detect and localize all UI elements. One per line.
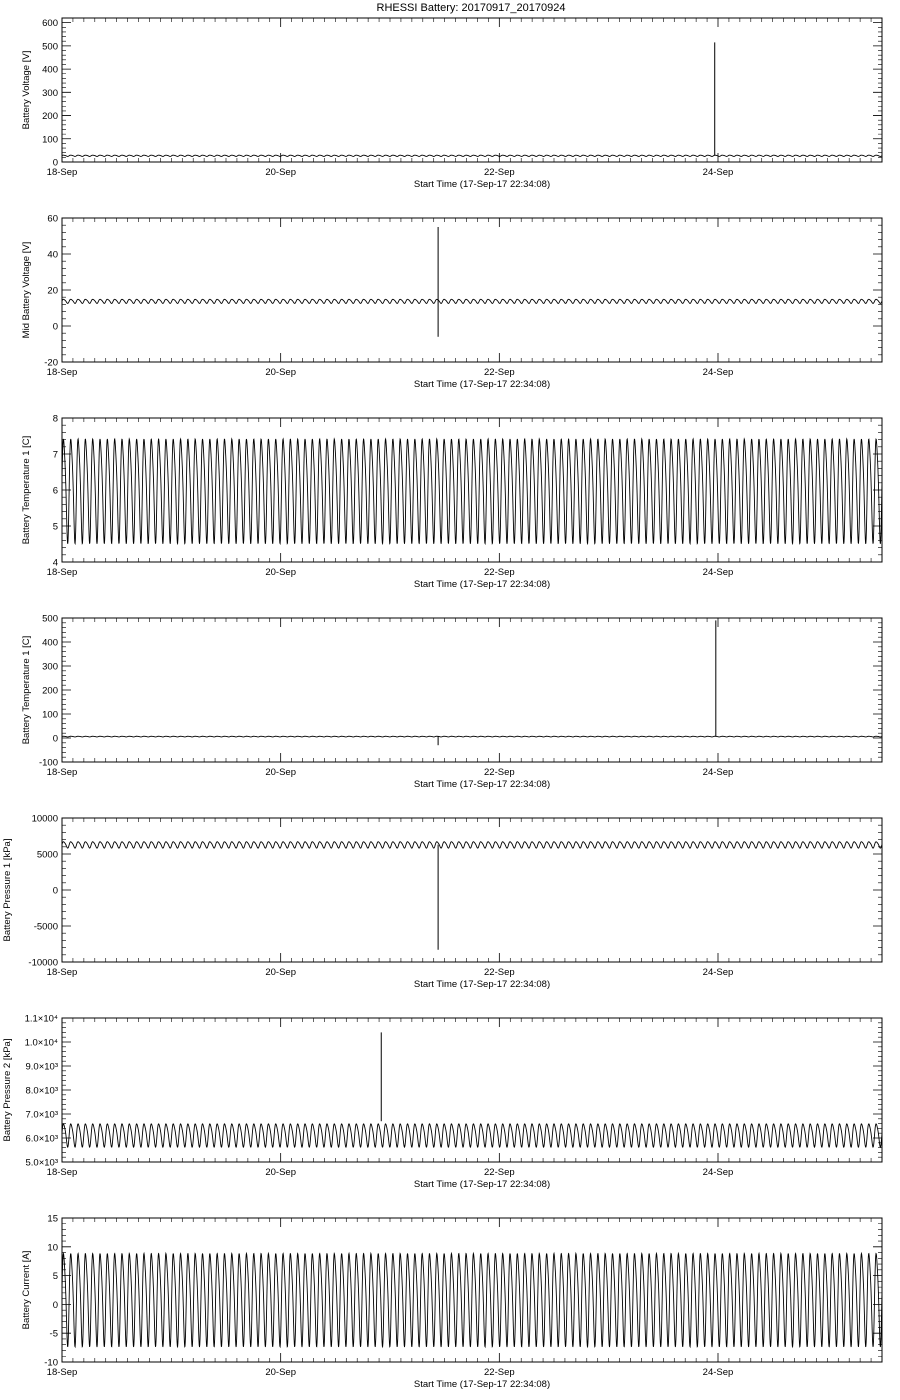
x-axis-label: Start Time (17-Sep-17 22:34:08) [413, 179, 551, 190]
y-tick-label: 0 [52, 157, 58, 169]
y-tick-label: 60 [47, 213, 58, 225]
y-tick-label: 100 [42, 709, 58, 721]
data-line [62, 842, 882, 848]
x-tick-label: 18-Sep [46, 567, 78, 578]
x-tick-label: 24-Sep [702, 367, 734, 378]
plot-frame [62, 18, 882, 162]
data-line [62, 155, 882, 156]
y-tick-label: 5 [52, 1271, 58, 1283]
y-tick-label: -10000 [28, 957, 58, 969]
y-axis-label: Mid Battery Voltage [V] [21, 241, 32, 339]
x-tick-label: 20-Sep [265, 1367, 296, 1378]
x-tick-label: 22-Sep [484, 167, 515, 178]
panel-1 [21, 18, 882, 190]
x-tick-label: 24-Sep [702, 967, 734, 978]
x-tick-label: 18-Sep [46, 167, 78, 178]
y-tick-label: 4 [52, 557, 58, 569]
plot-frame [62, 1018, 882, 1162]
x-axis-label: Start Time (17-Sep-17 22:34:08) [413, 1179, 551, 1190]
y-tick-label: 1.0×10⁴ [24, 1037, 58, 1049]
y-tick-label: 300 [42, 661, 58, 673]
panel-5 [2, 814, 882, 991]
x-tick-label: 22-Sep [484, 1167, 515, 1178]
x-tick-label: 18-Sep [46, 1367, 78, 1378]
y-axis-label: Battery Current [A] [21, 1250, 32, 1330]
panel-2 [21, 214, 882, 391]
x-tick-label: 20-Sep [265, 967, 296, 978]
plot-frame [62, 818, 882, 962]
y-tick-label: 5 [52, 521, 58, 533]
x-tick-label: 20-Sep [265, 767, 296, 778]
y-tick-label: 7.0×10³ [25, 1109, 58, 1121]
y-axis-label: Battery Temperature 1 [C] [21, 435, 32, 545]
y-tick-label: 10 [47, 1242, 58, 1254]
x-tick-label: 24-Sep [702, 1367, 734, 1378]
panel-3 [21, 414, 882, 591]
y-tick-label: 0 [52, 885, 58, 897]
panel-6 [2, 1014, 882, 1191]
x-tick-label: 22-Sep [484, 967, 515, 978]
y-tick-label: 0 [52, 1299, 58, 1311]
y-tick-label: 15 [47, 1213, 58, 1225]
y-tick-label: 9.0×10³ [25, 1061, 58, 1073]
panel-7 [21, 1214, 882, 1391]
x-tick-label: 18-Sep [46, 967, 78, 978]
y-tick-label: 40 [47, 249, 58, 261]
x-axis-label: Start Time (17-Sep-17 22:34:08) [413, 579, 551, 590]
y-tick-label: 6 [52, 485, 58, 497]
data-line [62, 1124, 882, 1147]
x-tick-label: 22-Sep [484, 367, 515, 378]
y-axis-label: Battery Pressure 1 [kPa] [2, 838, 13, 942]
y-tick-label: -5000 [33, 921, 58, 933]
y-minor-ticks [62, 225, 882, 355]
y-tick-label: 7 [52, 449, 58, 461]
y-tick-label: 5.0×10³ [25, 1157, 58, 1169]
x-tick-label: 22-Sep [484, 767, 515, 778]
data-line [62, 736, 882, 737]
x-tick-label: 24-Sep [702, 167, 734, 178]
y-tick-label: 200 [42, 111, 58, 123]
y-tick-label: 0 [52, 321, 58, 333]
y-tick-label: 200 [42, 685, 58, 697]
plot-frame [62, 618, 882, 762]
figure-title: RHESSI Battery: 20170917_20170924 [376, 2, 566, 14]
panel-4 [21, 614, 882, 791]
y-tick-label: -20 [44, 357, 58, 369]
y-tick-label: 0 [52, 733, 58, 745]
y-axis-label: Battery Temperature 1 [C] [21, 635, 32, 745]
y-tick-label: 500 [42, 41, 58, 53]
data-line [62, 1253, 882, 1347]
x-tick-label: 18-Sep [46, 367, 78, 378]
x-tick-label: 18-Sep [46, 767, 78, 778]
y-tick-label: -10 [44, 1357, 58, 1369]
x-tick-label: 20-Sep [265, 567, 296, 578]
y-axis-label: Battery Voltage [V] [21, 50, 32, 130]
x-axis-label: Start Time (17-Sep-17 22:34:08) [413, 979, 551, 990]
x-tick-label: 18-Sep [46, 1167, 78, 1178]
x-tick-label: 24-Sep [702, 567, 734, 578]
data-line [62, 439, 882, 544]
y-tick-label: 400 [42, 637, 58, 649]
x-tick-label: 20-Sep [265, 1167, 296, 1178]
y-tick-label: 100 [42, 134, 58, 146]
x-tick-label: 20-Sep [265, 167, 296, 178]
y-tick-label: 5000 [36, 849, 58, 861]
y-minor-ticks [62, 27, 882, 157]
y-tick-label: 400 [42, 64, 58, 76]
x-axis-label: Start Time (17-Sep-17 22:34:08) [413, 379, 551, 390]
x-minor-ticks [73, 218, 871, 362]
y-tick-label: 500 [42, 613, 58, 625]
y-tick-label: -100 [38, 757, 58, 769]
y-tick-label: -5 [49, 1328, 58, 1340]
y-tick-label: 300 [42, 87, 58, 99]
x-tick-label: 24-Sep [702, 1167, 734, 1178]
x-minor-ticks [73, 18, 871, 162]
x-minor-ticks [73, 1018, 871, 1162]
y-tick-label: 8.0×10³ [25, 1085, 58, 1097]
plot-frame [62, 218, 882, 362]
y-tick-label: 10000 [31, 813, 58, 825]
x-tick-label: 22-Sep [484, 567, 515, 578]
x-axis-label: Start Time (17-Sep-17 22:34:08) [413, 1379, 551, 1390]
y-tick-label: 20 [47, 285, 58, 297]
x-tick-label: 22-Sep [484, 1367, 515, 1378]
y-tick-label: 6.0×10³ [25, 1133, 58, 1145]
x-axis-label: Start Time (17-Sep-17 22:34:08) [413, 779, 551, 790]
y-tick-label: 600 [42, 18, 58, 30]
y-axis-label: Battery Pressure 2 [kPa] [2, 1038, 13, 1142]
x-minor-ticks [73, 618, 871, 762]
y-tick-label: 8 [52, 413, 58, 425]
x-minor-ticks [73, 818, 871, 962]
data-line [62, 299, 882, 303]
y-tick-label: 1.1×10⁴ [24, 1013, 58, 1025]
x-tick-label: 24-Sep [702, 767, 734, 778]
x-tick-label: 20-Sep [265, 367, 296, 378]
